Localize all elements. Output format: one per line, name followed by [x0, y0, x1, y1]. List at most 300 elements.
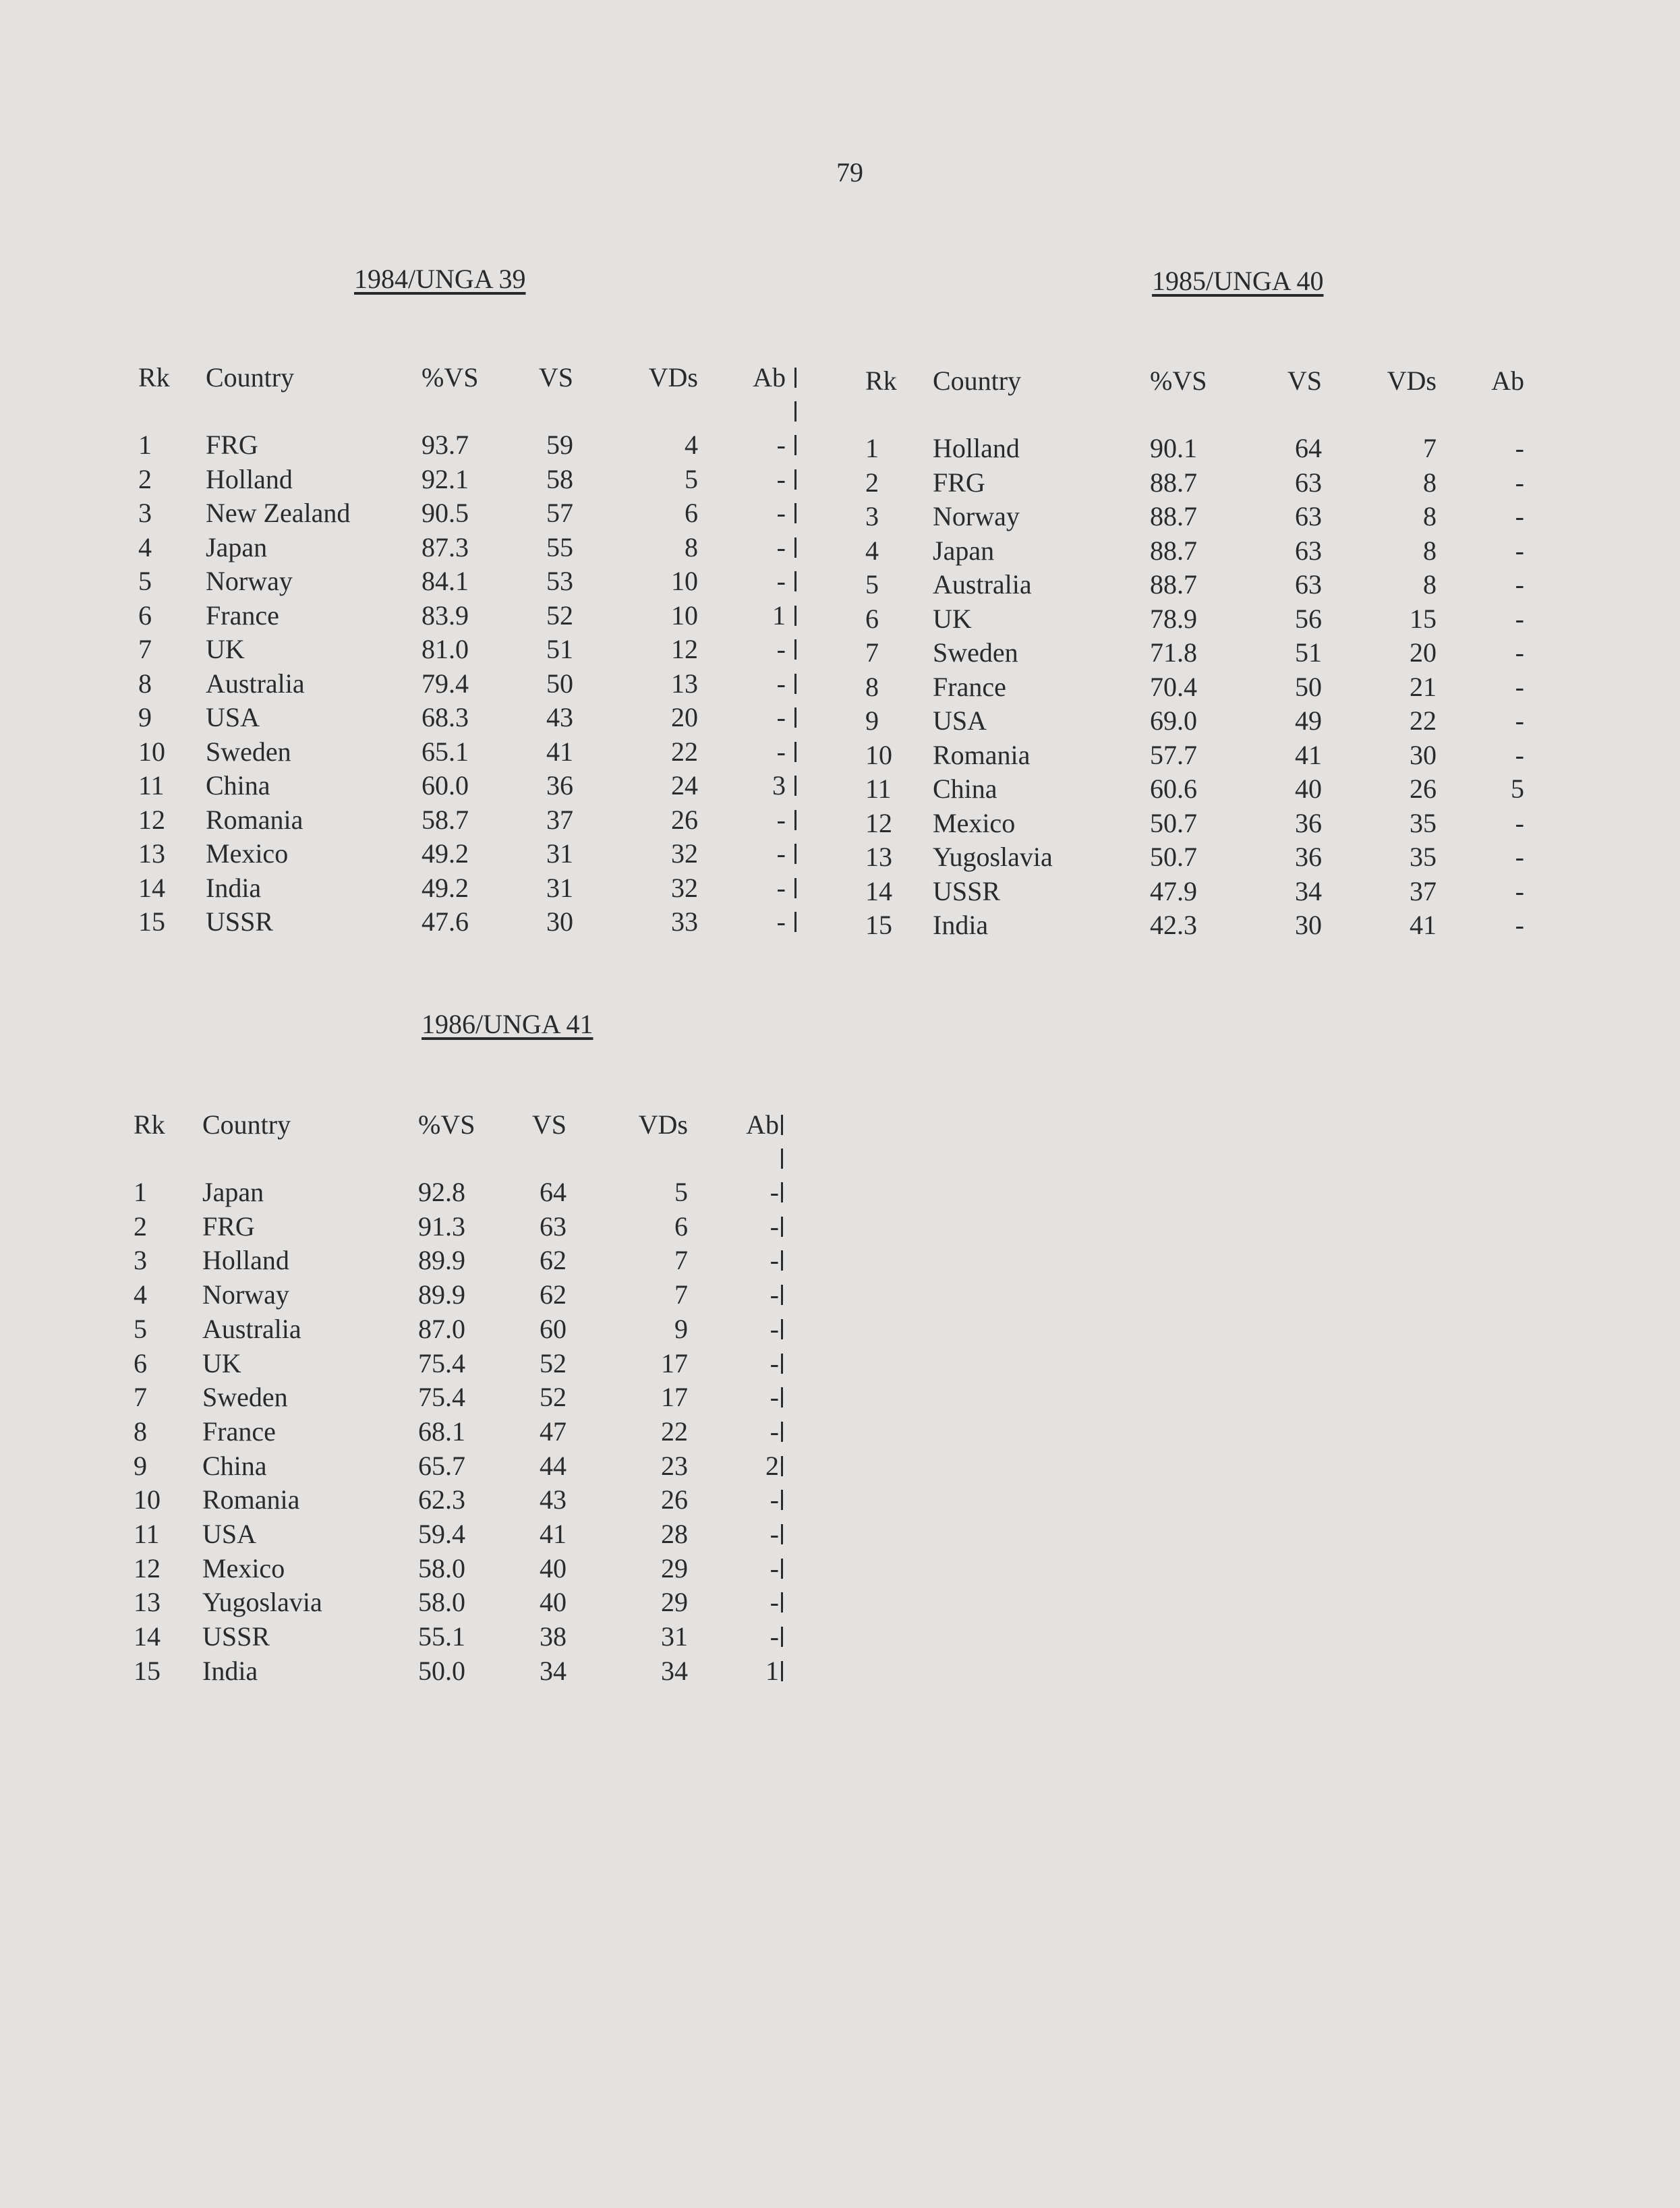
table-cell-vs: 41 [546, 736, 573, 767]
table-cell-rank: 1 [134, 1177, 147, 1207]
table-cell-country: Sweden [206, 736, 291, 767]
table-cell-ab: - [776, 463, 786, 494]
table-cell-pct-vs: 87.0 [418, 1313, 465, 1344]
column-separator [794, 674, 796, 694]
table-cell-rank: 13 [134, 1587, 161, 1618]
table-cell-pct-vs: 49.2 [422, 838, 469, 869]
table-cell-vs: 58 [546, 463, 573, 494]
column-separator [781, 1661, 783, 1681]
table-cell-rank: 10 [138, 736, 165, 767]
table-cell-vds: 23 [661, 1450, 688, 1481]
table-cell-vds: 26 [661, 1484, 688, 1515]
column-header-pct-vs: %VS [1150, 366, 1207, 396]
table-cell-ab: - [776, 838, 786, 869]
table-cell-vs: 49 [1295, 705, 1322, 736]
column-separator [781, 1490, 783, 1510]
table-cell-vs: 63 [1295, 467, 1322, 498]
table-cell-country: Australia [202, 1313, 301, 1344]
table-cell-pct-vs: 62.3 [418, 1484, 465, 1515]
table-cell-country: France [206, 600, 279, 631]
table-cell-country: China [933, 774, 997, 804]
column-separator [781, 1149, 783, 1169]
table-cell-country: India [933, 910, 989, 940]
table-cell-pct-vs: 68.3 [422, 702, 469, 732]
table-cell-vds: 30 [1410, 739, 1437, 770]
table-cell-vds: 29 [661, 1587, 688, 1618]
table-cell-vs: 60 [540, 1313, 567, 1344]
table-cell-ab: - [1515, 501, 1524, 531]
table-cell-vds: 33 [671, 906, 698, 937]
column-header-country: Country [933, 366, 1022, 396]
table-cell-rank: 13 [865, 842, 892, 872]
table-cell-country: FRG [206, 430, 258, 460]
table-cell-ab: - [776, 498, 786, 528]
table-cell-pct-vs: 49.2 [422, 872, 469, 903]
table-cell-ab: - [770, 1279, 779, 1310]
column-separator [781, 1387, 783, 1407]
table-cell-pct-vs: 47.6 [422, 906, 469, 937]
column-separator [794, 776, 796, 796]
table-cell-country: USA [202, 1519, 257, 1549]
table-cell-country: Holland [933, 433, 1020, 463]
table-cell-vds: 8 [1423, 535, 1437, 566]
column-separator [794, 368, 796, 388]
table-cell-vds: 6 [674, 1211, 688, 1242]
table-cell-vs: 52 [540, 1382, 567, 1413]
page-number: 79 [836, 157, 863, 187]
table-cell-rank: 6 [865, 603, 879, 634]
column-header-rank: Rk [138, 362, 170, 393]
table-cell-vs: 34 [540, 1655, 567, 1686]
table-cell-vds: 8 [685, 531, 698, 562]
table-cell-rank: 7 [138, 634, 152, 664]
table-cell-vs: 64 [540, 1177, 567, 1207]
table-cell-ab: - [770, 1519, 779, 1549]
table-cell-pct-vs: 57.7 [1150, 739, 1197, 770]
table-cell-rank: 12 [865, 807, 892, 838]
table-cell-vds: 37 [1410, 875, 1437, 906]
column-separator [794, 435, 796, 455]
table-cell-vs: 51 [546, 634, 573, 664]
table-cell-vds: 35 [1410, 842, 1437, 872]
column-separator [794, 742, 796, 762]
column-header-vs: VS [1287, 366, 1322, 396]
table-cell-ab: 3 [772, 770, 786, 801]
table-cell-vs: 51 [1295, 637, 1322, 668]
table-title: 1984/UNGA 39 [354, 264, 526, 294]
table-cell-ab: - [770, 1416, 779, 1447]
table-cell-vs: 41 [1295, 739, 1322, 770]
table-cell-pct-vs: 59.4 [418, 1519, 465, 1549]
table-cell-ab: - [776, 531, 786, 562]
table-cell-pct-vs: 47.9 [1150, 875, 1197, 906]
table-cell-vds: 17 [661, 1382, 688, 1413]
table-cell-ab: - [776, 634, 786, 664]
table-cell-vs: 31 [546, 838, 573, 869]
table-cell-country: Japan [206, 531, 268, 562]
column-separator [794, 538, 796, 558]
column-separator [794, 810, 796, 830]
table-cell-ab: - [776, 736, 786, 767]
table-cell-rank: 3 [134, 1245, 147, 1276]
table-cell-rank: 2 [138, 463, 152, 494]
column-separator [781, 1250, 783, 1271]
table-cell-country: India [202, 1655, 258, 1686]
table-cell-ab: - [1515, 705, 1524, 736]
table-cell-vs: 62 [540, 1245, 567, 1276]
table-cell-ab: - [770, 1484, 779, 1515]
table-cell-rank: 7 [134, 1382, 147, 1413]
table-cell-ab: 1 [765, 1655, 779, 1686]
table-cell-vds: 22 [1410, 705, 1437, 736]
table-cell-ab: - [1515, 875, 1524, 906]
table-title: 1986/UNGA 41 [422, 1009, 593, 1039]
table-cell-pct-vs: 89.9 [418, 1279, 465, 1310]
table-cell-rank: 9 [138, 702, 152, 732]
column-separator [794, 878, 796, 898]
column-separator [781, 1182, 783, 1202]
table-cell-vs: 36 [1295, 807, 1322, 838]
column-header-pct-vs: %VS [418, 1109, 475, 1140]
column-separator [794, 606, 796, 626]
table-cell-vds: 7 [674, 1279, 688, 1310]
table-cell-ab: - [1515, 433, 1524, 463]
table-cell-pct-vs: 55.1 [418, 1621, 465, 1652]
column-separator [781, 1524, 783, 1544]
table-cell-ab: - [776, 804, 786, 835]
table-cell-pct-vs: 83.9 [422, 600, 469, 631]
table-cell-vs: 63 [540, 1211, 567, 1242]
table-cell-pct-vs: 88.7 [1150, 569, 1197, 600]
table-cell-country: Australia [933, 569, 1032, 600]
table-cell-rank: 3 [138, 498, 152, 528]
table-cell-country: Romania [202, 1484, 300, 1515]
table-cell-country: USSR [933, 875, 1001, 906]
table-cell-ab: - [770, 1177, 779, 1207]
table-cell-vs: 50 [1295, 671, 1322, 702]
table-cell-vs: 34 [1295, 875, 1322, 906]
table-cell-pct-vs: 90.1 [1150, 433, 1197, 463]
table-cell-rank: 5 [865, 569, 879, 600]
table-cell-vs: 44 [540, 1450, 567, 1481]
table-cell-vs: 43 [540, 1484, 567, 1515]
table-cell-pct-vs: 60.0 [422, 770, 469, 801]
column-header-ab: Ab [753, 362, 786, 393]
table-cell-rank: 8 [138, 668, 152, 699]
table-cell-rank: 2 [865, 467, 879, 498]
table-cell-country: Norway [206, 566, 293, 596]
table-cell-ab: - [1515, 535, 1524, 566]
table-cell-pct-vs: 78.9 [1150, 603, 1197, 634]
table-cell-rank: 12 [134, 1552, 161, 1584]
table-cell-pct-vs: 79.4 [422, 668, 469, 699]
table-cell-pct-vs: 50.7 [1150, 807, 1197, 838]
column-header-pct-vs: %VS [422, 362, 479, 393]
table-cell-country: FRG [202, 1211, 255, 1242]
table-cell-country: Japan [933, 535, 995, 566]
table-cell-vs: 50 [546, 668, 573, 699]
table-cell-ab: - [770, 1347, 779, 1378]
table-cell-vs: 30 [1295, 910, 1322, 940]
table-cell-ab: 1 [772, 600, 786, 631]
table-cell-vds: 12 [671, 634, 698, 664]
table-cell-rank: 9 [134, 1450, 147, 1481]
column-separator [781, 1319, 783, 1339]
table-cell-pct-vs: 93.7 [422, 430, 469, 460]
table-cell-pct-vs: 88.7 [1150, 535, 1197, 566]
table-cell-pct-vs: 58.0 [418, 1587, 465, 1618]
table-cell-ab: - [770, 1211, 779, 1242]
table-cell-rank: 8 [865, 671, 879, 702]
table-cell-rank: 14 [134, 1621, 161, 1652]
table-cell-pct-vs: 90.5 [422, 498, 469, 528]
table-cell-rank: 14 [865, 875, 892, 906]
column-separator [794, 707, 796, 728]
column-header-vds: VDs [1387, 366, 1437, 396]
table-cell-country: Yugoslavia [933, 842, 1053, 872]
table-cell-rank: 3 [865, 501, 879, 531]
table-cell-country: USA [933, 705, 987, 736]
column-separator [781, 1627, 783, 1647]
column-header-rank: Rk [134, 1109, 165, 1140]
table-cell-ab: - [776, 906, 786, 937]
table-cell-vds: 41 [1410, 910, 1437, 940]
table-cell-rank: 5 [138, 566, 152, 596]
table-cell-ab: 5 [1511, 774, 1524, 804]
table-cell-ab: - [776, 566, 786, 596]
table-cell-vs: 56 [1295, 603, 1322, 634]
table-cell-pct-vs: 68.1 [418, 1416, 465, 1447]
table-cell-vds: 8 [1423, 569, 1437, 600]
table-cell-rank: 4 [138, 531, 152, 562]
table-cell-vds: 20 [671, 702, 698, 732]
table-cell-ab: - [776, 702, 786, 732]
table-cell-vs: 57 [546, 498, 573, 528]
table-cell-ab: - [1515, 603, 1524, 634]
table-cell-vds: 24 [671, 770, 698, 801]
table-cell-vds: 34 [661, 1655, 688, 1686]
table-cell-country: Mexico [202, 1552, 285, 1584]
table-cell-pct-vs: 65.7 [418, 1450, 465, 1481]
table-cell-pct-vs: 75.4 [418, 1382, 465, 1413]
table-cell-vs: 55 [546, 531, 573, 562]
table-cell-ab: - [1515, 467, 1524, 498]
table-cell-rank: 10 [134, 1484, 161, 1515]
table-cell-vs: 36 [546, 770, 573, 801]
table-cell-ab: - [1515, 637, 1524, 668]
table-cell-vds: 32 [671, 872, 698, 903]
table-cell-rank: 9 [865, 705, 879, 736]
table-cell-vds: 26 [1410, 774, 1437, 804]
table-cell-vds: 13 [671, 668, 698, 699]
table-cell-vs: 40 [540, 1552, 567, 1584]
table-cell-rank: 12 [138, 804, 165, 835]
table-cell-country: New Zealand [206, 498, 351, 528]
table-cell-pct-vs: 60.6 [1150, 774, 1197, 804]
table-cell-rank: 13 [138, 838, 165, 869]
table-cell-pct-vs: 69.0 [1150, 705, 1197, 736]
table-cell-vds: 10 [671, 600, 698, 631]
table-cell-country: Norway [202, 1279, 289, 1310]
table-cell-country: France [933, 671, 1006, 702]
table-title: 1985/UNGA 40 [1152, 266, 1324, 296]
table-cell-rank: 8 [134, 1416, 147, 1447]
table-cell-pct-vs: 92.1 [422, 463, 469, 494]
column-separator [794, 912, 796, 932]
table-cell-rank: 1 [138, 430, 152, 460]
table-cell-ab: - [776, 668, 786, 699]
table-cell-pct-vs: 88.7 [1150, 467, 1197, 498]
table-cell-vs: 52 [546, 600, 573, 631]
table-cell-vs: 64 [1295, 433, 1322, 463]
table-cell-country: China [206, 770, 270, 801]
table-cell-vds: 7 [674, 1245, 688, 1276]
table-cell-ab: - [1515, 739, 1524, 770]
table-cell-rank: 4 [134, 1279, 147, 1310]
table-cell-vs: 59 [546, 430, 573, 460]
table-cell-vs: 40 [540, 1587, 567, 1618]
table-cell-rank: 6 [134, 1347, 147, 1378]
column-separator [781, 1285, 783, 1305]
table-cell-vds: 15 [1410, 603, 1437, 634]
table-cell-vds: 4 [685, 430, 698, 460]
table-cell-ab: - [1515, 842, 1524, 872]
table-cell-vds: 28 [661, 1519, 688, 1549]
table-cell-vds: 5 [674, 1177, 688, 1207]
table-cell-rank: 5 [134, 1313, 147, 1344]
column-separator [794, 639, 796, 660]
table-cell-rank: 4 [865, 535, 879, 566]
table-cell-pct-vs: 70.4 [1150, 671, 1197, 702]
table-cell-ab: - [1515, 569, 1524, 600]
table-cell-rank: 15 [865, 910, 892, 940]
table-cell-country: Sweden [202, 1382, 288, 1413]
table-cell-rank: 10 [865, 739, 892, 770]
table-cell-country: Norway [933, 501, 1020, 531]
table-cell-vs: 43 [546, 702, 573, 732]
table-cell-vs: 30 [546, 906, 573, 937]
column-header-ab: Ab [746, 1109, 779, 1140]
column-header-vds: VDs [648, 362, 698, 393]
table-cell-vs: 36 [1295, 842, 1322, 872]
table-cell-country: Holland [206, 463, 293, 494]
column-separator [794, 571, 796, 591]
table-cell-pct-vs: 42.3 [1150, 910, 1197, 940]
table-cell-ab: - [770, 1313, 779, 1344]
column-separator [794, 401, 796, 422]
table-cell-country: Mexico [206, 838, 289, 869]
column-header-vs: VS [531, 1109, 567, 1140]
table-cell-country: Romania [933, 739, 1031, 770]
table-cell-ab: - [1515, 807, 1524, 838]
table-cell-vds: 29 [661, 1552, 688, 1584]
column-separator [781, 1354, 783, 1374]
column-separator [781, 1115, 783, 1135]
table-cell-vs: 52 [540, 1347, 567, 1378]
column-separator [794, 469, 796, 490]
table-cell-vs: 62 [540, 1279, 567, 1310]
table-cell-ab: - [776, 430, 786, 460]
column-separator [781, 1217, 783, 1237]
table-cell-vds: 21 [1410, 671, 1437, 702]
table-cell-vs: 31 [546, 872, 573, 903]
table-cell-country: UK [206, 634, 245, 664]
table-cell-country: UK [933, 603, 972, 634]
table-cell-rank: 14 [138, 872, 165, 903]
table-cell-vs: 38 [540, 1621, 567, 1652]
table-cell-pct-vs: 84.1 [422, 566, 469, 596]
table-cell-pct-vs: 65.1 [422, 736, 469, 767]
table-cell-ab: - [1515, 910, 1524, 940]
table-cell-country: Japan [202, 1177, 264, 1207]
table-cell-vds: 20 [1410, 637, 1437, 668]
table-cell-rank: 11 [134, 1519, 160, 1549]
table-cell-pct-vs: 50.0 [418, 1655, 465, 1686]
table-cell-vds: 5 [685, 463, 698, 494]
column-header-country: Country [202, 1109, 291, 1140]
column-separator [794, 503, 796, 523]
table-cell-rank: 7 [865, 637, 879, 668]
table-cell-rank: 11 [865, 774, 892, 804]
table-cell-pct-vs: 87.3 [422, 531, 469, 562]
table-cell-vs: 53 [546, 566, 573, 596]
table-cell-country: India [206, 872, 262, 903]
table-cell-pct-vs: 81.0 [422, 634, 469, 664]
column-header-vds: VDs [638, 1109, 688, 1140]
table-cell-rank: 15 [134, 1655, 161, 1686]
table-cell-pct-vs: 58.7 [422, 804, 469, 835]
column-separator [781, 1456, 783, 1476]
column-separator [781, 1422, 783, 1442]
table-cell-country: USSR [206, 906, 274, 937]
table-cell-pct-vs: 58.0 [418, 1552, 465, 1584]
table-cell-vs: 40 [1295, 774, 1322, 804]
column-separator [781, 1559, 783, 1579]
column-header-vs: VS [538, 362, 573, 393]
table-cell-vds: 26 [671, 804, 698, 835]
column-header-rank: Rk [865, 366, 897, 396]
table-cell-country: USSR [202, 1621, 270, 1652]
table-cell-vds: 10 [671, 566, 698, 596]
table-cell-ab: - [1515, 671, 1524, 702]
table-cell-vs: 63 [1295, 535, 1322, 566]
table-cell-vs: 41 [540, 1519, 567, 1549]
table-cell-vs: 37 [546, 804, 573, 835]
table-cell-country: Mexico [933, 807, 1016, 838]
table-cell-pct-vs: 92.8 [418, 1177, 465, 1207]
table-cell-vds: 35 [1410, 807, 1437, 838]
table-cell-country: China [202, 1450, 267, 1481]
table-cell-rank: 15 [138, 906, 165, 937]
table-cell-vds: 9 [674, 1313, 688, 1344]
table-cell-vds: 8 [1423, 467, 1437, 498]
table-cell-vds: 22 [671, 736, 698, 767]
table-cell-vds: 22 [661, 1416, 688, 1447]
table-cell-ab: 2 [765, 1450, 779, 1481]
column-separator [794, 844, 796, 864]
table-cell-pct-vs: 89.9 [418, 1245, 465, 1276]
table-cell-country: UK [202, 1347, 241, 1378]
table-cell-vds: 6 [685, 498, 698, 528]
column-separator [781, 1592, 783, 1613]
table-cell-country: Australia [206, 668, 305, 699]
table-cell-ab: - [770, 1552, 779, 1584]
table-cell-country: Romania [206, 804, 303, 835]
table-cell-pct-vs: 91.3 [418, 1211, 465, 1242]
table-cell-country: Yugoslavia [202, 1587, 322, 1618]
table-cell-vs: 63 [1295, 501, 1322, 531]
table-cell-ab: - [770, 1621, 779, 1652]
